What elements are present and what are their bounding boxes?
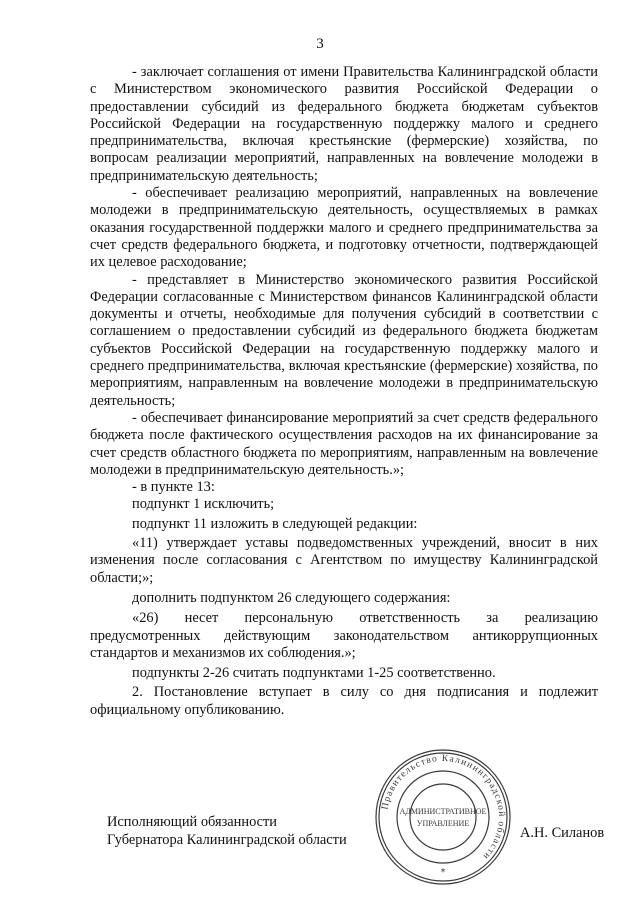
seal-star-icon: * <box>440 867 446 878</box>
page-number: 3 <box>316 36 324 52</box>
seal-inner-ring <box>397 771 489 863</box>
seal-outer-ring <box>376 750 510 884</box>
seal-center-ring <box>410 784 476 850</box>
paragraph-7: подпункт 11 изложить в следующей редакции: <box>132 515 418 532</box>
paragraph-2: - обеспечивает реализацию мероприятий, направленных на вовлечение молодежи в предпринимательскую деятельность, осуществляемых в рамках оказания государственной поддержки малого и среднего предпринимательства за счет средств федерального бюджета, и подготовку отчетности, подтверждающей их целевое расходование; <box>90 185 598 271</box>
signatory-name: А.Н. Силанов <box>520 825 605 841</box>
seal-outer-ring-inner <box>379 753 507 881</box>
paragraph-3: - представляет в Министерство экономического развития Российской Федерации согласованные с Министерством финансов Калининградской области документы и отчеты, необходимые для получения субсидий в соответствии с соглашением о предоставлении субсидий из федерального бюджета бюджетам субъектов Российской Федерации на государственную поддержку малого и среднего предпринимательства, включая крестьянские (фермерские) хозяйства, по мероприятиям, направленным на вовлечение молодежи в предпринимательскую деятельность; <box>90 271 598 409</box>
document-body <box>90 64 598 719</box>
signatory-position-line-2: Губернатора Калининградской области <box>107 831 347 848</box>
official-seal <box>373 747 513 887</box>
paragraph-5: - в пункте 13: <box>132 479 215 496</box>
seal-center-text-1: АДМИНИСТРАТИВНОЕ <box>399 807 487 816</box>
paragraph-1: - заключает соглашения от имени Правительства Калининградской области с Министерством экономического развития Российской Федерации о предоставлении субсидий из федерального бюджета бюджетам субъектов Российской Федерации на государственную поддержку малого и среднего предпринимательства, включая крестьянские (фермерские) хозяйства, по вопросам реализации мероприятий, направленных на вовлечение молодежи в предпринимательскую деятельность; <box>90 64 598 184</box>
paragraph-6: подпункт 1 исключить; <box>132 496 275 513</box>
seal-outer-text: Правительство Калининградской области <box>380 753 507 862</box>
paragraph-9: дополнить подпунктом 26 следующего содержания: <box>132 589 451 606</box>
signatory-position <box>107 814 347 849</box>
signatory-position-line-1: Исполняющий обязанности <box>107 814 278 830</box>
paragraph-10: «26) несет персональную ответственность за реализацию предусмотренных действующим законодательством антикоррупционных стандартов и механизмов их соблюдения.»; <box>90 610 598 661</box>
paragraph-4: - обеспечивает финансирование мероприятий за счет средств федерального бюджета после фактического осуществления расходов на их финансирование за счет средств областного бюджета по мероприятиям, направленным на вовлечение молодежи в предпринимательскую деятельность.»; <box>90 409 598 478</box>
seal-center-text-2: УПРАВЛЕНИЕ <box>416 819 470 828</box>
paragraph-12: 2. Постановление вступает в силу со дня подписания и подлежит официальному опубликованию. <box>90 684 598 718</box>
paragraph-11: подпункты 2-26 считать подпунктами 1-25 соответственно. <box>132 665 496 682</box>
paragraph-8: «11) утверждает уставы подведомственных учреждений, вносит в них изменения после согласования с Агентством по имуществу Калининградской области;»; <box>90 535 598 586</box>
